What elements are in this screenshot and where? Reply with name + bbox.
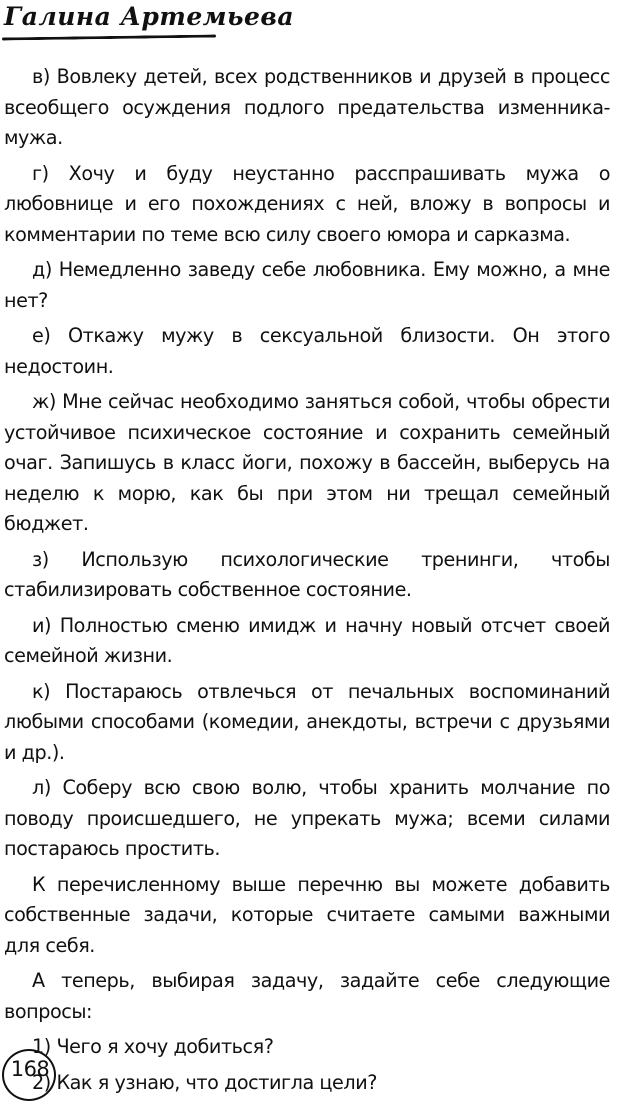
paragraph-v: в) Вовлеку детей, всех родственников и друзей в процесс всеобщего осуждения подлого предательства изменника-мужа. [4, 65, 610, 149]
question-2: 2) Как я узнаю, что достигла цели? [32, 1070, 377, 1094]
paragraph-d: д) Немедленно заведу себе любовника. Ему можно, а мне нет? [4, 258, 610, 312]
body-text [4, 62, 610, 1103]
paragraph-i: и) Полностью сменю имидж и начну новый отсчет своей семейной жизни. [4, 613, 610, 667]
paragraph-additional-tasks: К перечисленному выше перечню вы можете добавить собственные задачи, которые считаете самыми важными для себя. [4, 872, 610, 957]
question-1: 1) Чего я хочу добиться? [32, 1035, 274, 1058]
paragraph-k: к) Постараюсь отвлечься от печальных воспоминаний любыми способами (комедии, анекдоты, встречи с друзьями и др.). [4, 679, 610, 764]
running-head-title: Галина Артемьева [4, 2, 295, 31]
paragraph-questions-intro: А теперь, выбирая задачу, задайте себе следующие вопросы: [4, 969, 610, 1023]
paragraph-z: з) Использую психологические тренинги, чтобы стабилизировать собственное состояние. [4, 547, 610, 601]
header-rule [2, 35, 216, 41]
paragraph-l: л) Соберу всю свою волю, чтобы хранить молчание по поводу происшедшего, не упрекать мужа; всеми силами постараюсь простить. [4, 776, 610, 860]
paragraph-g: г) Хочу и буду неустанно расспрашивать мужа о любовнице и его похождениях с ней, вложу в вопросы и комментарии по теме всю силу своего юмора и сарказма. [4, 161, 610, 246]
paragraph-zh: ж) Мне сейчас необходимо заняться собой, чтобы обрести устойчивое психическое состояние и сохранить семейный очаг. Запишусь в класс йоги, похожу в бассейн, выберусь на неделю к морю, как бы при этом ни трещал семейный бюджет. [4, 390, 610, 535]
paragraph-e: е) Откажу мужу в сексуальной близости. Он этого недостоин. [4, 324, 610, 378]
page-number: 168 [10, 1057, 50, 1081]
